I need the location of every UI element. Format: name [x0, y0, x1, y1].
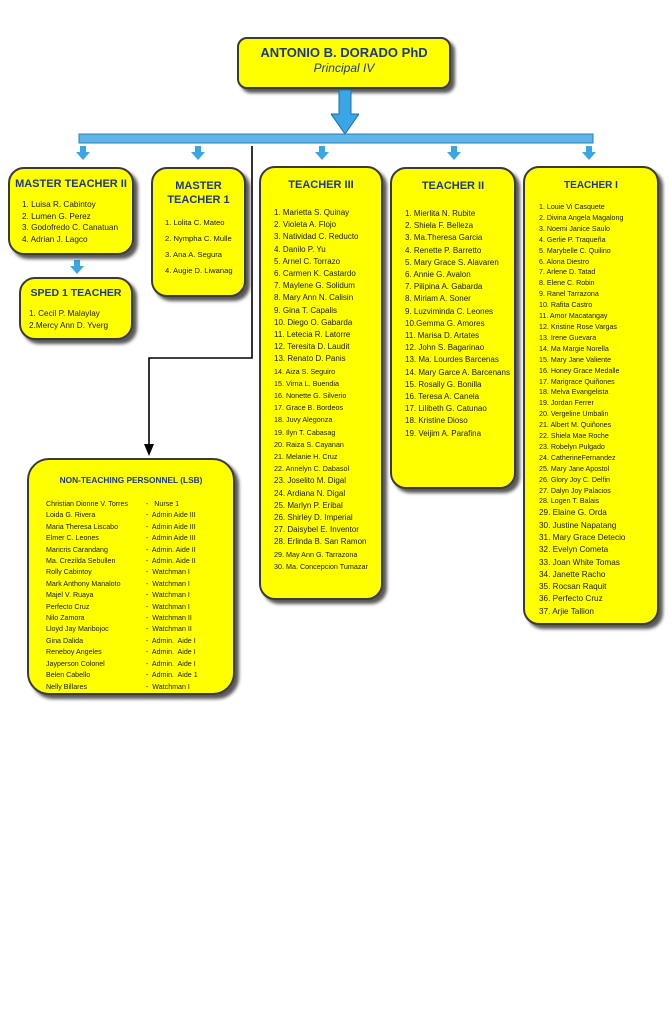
- principal-down-arrow-icon: [331, 90, 359, 134]
- list-item: 2.Mercy Ann D. Yverg: [29, 320, 109, 330]
- list-item: [46, 659, 233, 670]
- list-item: 13. Ma. Lourdes Barcenas: [405, 355, 499, 365]
- list-item: 20. Vergeline Umbalin: [539, 410, 609, 419]
- list-item: 11. Marisa D. Artates: [405, 331, 480, 341]
- teacher-3-title: TEACHER III: [288, 179, 354, 191]
- list-item: 17. Lilibeth G. Catunao: [405, 404, 487, 414]
- list-item: 4. Adrian J. Lagco: [22, 234, 88, 244]
- personnel-role: - Admin. Aide 1: [146, 671, 198, 680]
- list-item: 1. Marietta S. Quinay: [274, 208, 350, 217]
- personnel-name: Belen Cabello: [46, 671, 91, 680]
- list-item: 12. John S. Bagarinao: [405, 343, 485, 353]
- list-item: 10. Rafita Castro: [539, 301, 593, 310]
- list-item: 29. Elaine G. Orda: [539, 508, 607, 518]
- personnel-role: - Admin. Aide I: [146, 636, 196, 645]
- list-item: 18. Kristine Dioso: [405, 416, 468, 426]
- list-item: 28. Logen T. Balais: [539, 497, 600, 506]
- principal-box: [237, 37, 451, 89]
- non-teaching-box: [27, 458, 235, 695]
- list-item: 3. Ma.Theresa Garcia: [405, 233, 483, 243]
- list-item: 22. Annelyn C. Dabasol: [274, 464, 350, 474]
- list-item: 32. Evelyn Cometa: [539, 545, 609, 555]
- list-item: 2. Violeta A. Flojo: [274, 220, 337, 230]
- list-item: 19. Veijim A. Parafina: [405, 428, 482, 438]
- list-item: 7. Arlene D. Tatad: [539, 268, 596, 277]
- teacher-1-box: [523, 166, 659, 625]
- list-item: 36. Perfecto Cruz: [539, 594, 603, 604]
- personnel-name: Elmer C. Leones: [46, 534, 99, 543]
- down-arrow-icon: [582, 146, 596, 160]
- personnel-role: - Admin Aide III: [146, 534, 196, 543]
- down-arrow-icon: [70, 260, 84, 274]
- list-item: [46, 682, 233, 693]
- down-arrow-icon: [315, 146, 329, 160]
- list-item: 17. Marigrace Quiñones: [539, 377, 615, 386]
- personnel-role: - Admin. Aide I: [146, 648, 196, 657]
- list-item: 1. Lolita C. Mateo: [165, 218, 225, 227]
- list-item: 17. Grace B. Bordeos: [274, 403, 344, 413]
- list-item: [46, 522, 233, 533]
- list-item: 1. Mierlita N. Rubite: [405, 209, 476, 218]
- list-item: 4. Danilo P. Yu: [274, 244, 326, 254]
- personnel-role: - Watchman II: [146, 614, 192, 623]
- list-item: 21. Melanie H. Cruz: [274, 452, 338, 462]
- list-item: [46, 510, 233, 521]
- list-item: 22. Shiela Mae Roche: [539, 432, 609, 441]
- list-item: 11. Amor Macatangay: [539, 312, 608, 321]
- list-item: [46, 636, 233, 647]
- list-item: 26. Glory Joy C. Delfin: [539, 475, 610, 484]
- list-item: 11. Letecia R. Latorre: [274, 330, 351, 340]
- personnel-role: - Watchman I: [146, 682, 190, 691]
- principal-name: ANTONIO B. DORADO PhD: [260, 45, 428, 60]
- list-item: 25. Mary Jane Apostol: [539, 464, 610, 473]
- list-item: 13. Irene Guevara: [539, 333, 597, 342]
- sped-teacher-box: [19, 277, 133, 340]
- personnel-name: Ma. Crezilda Sebullen: [46, 557, 116, 566]
- list-item: 24. CatherineFernandez: [539, 453, 616, 462]
- personnel-role: - Watchman I: [146, 568, 190, 577]
- list-item: [46, 533, 233, 544]
- personnel-name: Maricris Carandang: [46, 545, 108, 554]
- list-item: 35. Rocsan Raquit: [539, 582, 607, 592]
- list-item: 30. Justine Napatang: [539, 520, 617, 530]
- list-item: [46, 590, 233, 601]
- list-item: [46, 499, 233, 510]
- personnel-name: Nilo Zamora: [46, 614, 85, 623]
- list-item: [46, 602, 233, 613]
- personnel-role: - Admin. Aide II: [146, 557, 196, 566]
- list-item: 2. Divina Angela Magalong: [539, 213, 624, 222]
- personnel-role: - Watchman I: [146, 591, 190, 600]
- list-item: 20. Raiza S. Cayanan: [274, 439, 344, 449]
- list-item: 19. Ilyn T. Cabasag: [274, 427, 336, 437]
- list-item: 12. Teresita D. Laudit: [274, 342, 350, 352]
- list-item: 8. Elene C. Robin: [539, 279, 595, 288]
- list-item: 9. Gina T. Capalis: [274, 305, 337, 315]
- list-item: 3. Ana A. Segura: [165, 250, 222, 259]
- list-item: 10.Gemma G. Amores: [405, 318, 485, 328]
- master-teacher-2-title: MASTER TEACHER II: [15, 178, 127, 190]
- list-item: 30. Ma. Concepcion Tumazar: [274, 561, 368, 571]
- list-item: 3. Noemi Janice Saulo: [539, 224, 610, 233]
- personnel-name: Perfecto Cruz: [46, 602, 90, 611]
- list-item: 2. Shiela F. Belleza: [405, 221, 474, 231]
- master-teacher-2-box: [8, 167, 134, 255]
- personnel-name: Majel V. Ruaya: [46, 591, 94, 600]
- list-item: 14. Ma Margie Norella: [539, 344, 609, 353]
- list-item: 27. Dalyn Joy Palacios: [539, 486, 611, 495]
- down-arrow-icon: [447, 146, 461, 160]
- personnel-role: - Watchman II: [146, 625, 192, 634]
- list-item: 18. Melva Evangelista: [539, 388, 609, 397]
- personnel-name: Gina Dalida: [46, 636, 84, 645]
- personnel-role: - Admin. Aide I: [146, 659, 196, 668]
- principal-title: Principal IV: [313, 61, 375, 75]
- list-item: 15. Virna L. Buendia: [274, 378, 340, 388]
- list-item: 33. Joan White Tomas: [539, 557, 620, 567]
- list-item: 4. Renette P. Barretto: [405, 245, 482, 255]
- personnel-name: Reneboy Angeles: [46, 648, 102, 657]
- personnel-name: Jayperson Colonel: [46, 659, 105, 668]
- list-item: [46, 670, 233, 681]
- list-item: 12. Kristine Rose Vargas: [539, 322, 617, 331]
- list-item: [46, 567, 233, 578]
- list-item: 3. Godofredo C. Canatuan: [22, 223, 119, 232]
- list-item: 4. Augie D. Liwanag: [165, 266, 233, 275]
- list-item: 7. Pilipina A. Gabarda: [405, 282, 483, 292]
- list-item: 16. Teresa A. Canela: [405, 392, 480, 402]
- list-item: 21. Albert M. Quiñones: [539, 421, 612, 430]
- list-item: 15. Mary Jane Valiente: [539, 355, 612, 364]
- personnel-role: - Admin Aide III: [146, 511, 196, 520]
- list-item: 5. Mary Grace S. Alavaren: [405, 257, 499, 267]
- list-item: 1. Luisa R. Cabintoy: [22, 200, 96, 209]
- teacher-2-box: [390, 167, 516, 489]
- list-item: [46, 579, 233, 590]
- list-item: 26. Shirley D. Imperial: [274, 513, 353, 523]
- list-item: [46, 613, 233, 624]
- list-item: 1. Louie Vi Casquete: [539, 203, 605, 211]
- personnel-name: Maria Theresa Liscabo: [46, 522, 119, 531]
- down-arrow-icon: [76, 146, 90, 160]
- list-item: 23. Joselito M. Digal: [274, 476, 347, 486]
- list-item: 5. Marybelle C. Quilino: [539, 246, 611, 255]
- list-item: 9. Luzviminda C. Leones: [405, 306, 494, 316]
- list-item: 3. Natividad C. Reducto: [274, 232, 359, 242]
- list-item: [46, 647, 233, 658]
- personnel-name: Nelly Billares: [46, 682, 87, 691]
- list-item: 2. Nympha C. Mulle: [165, 234, 232, 243]
- list-item: 25. Marlyn P. Eribal: [274, 500, 343, 510]
- list-item: 16. Honey Grace Medalle: [539, 366, 620, 375]
- list-item: 6. Annie G. Avalon: [405, 270, 471, 280]
- personnel-role: - Watchman I: [146, 602, 190, 611]
- list-item: [46, 556, 233, 567]
- master-teacher-1-box: [151, 167, 246, 297]
- list-item: 13. Renato D. Panis: [274, 354, 346, 364]
- list-item: 4. Gerlie P. Traqueña: [539, 235, 606, 244]
- list-item: 23. Robelyn Pulgado: [539, 442, 605, 451]
- list-item: 19. Jordan Ferrer: [539, 399, 594, 408]
- list-item: 10. Diego O. Gabarda: [274, 317, 353, 327]
- list-item: 29. May Ann G. Tarrazona: [274, 549, 358, 559]
- list-item: 28. Erlinda B. San Ramon: [274, 537, 367, 547]
- list-item: 6. Alona Diestro: [539, 257, 590, 266]
- list-item: 5. Arnel C. Torrazo: [274, 256, 341, 266]
- teacher-1-title: TEACHER I: [564, 180, 618, 191]
- list-item: 1. Cecil P. Malaylay: [29, 309, 100, 318]
- personnel-role: - Nurse 1: [146, 500, 180, 508]
- master-teacher-1-title: MASTER TEACHER 1: [167, 180, 230, 206]
- list-item: 14. Mary Garce A. Barcenans: [405, 367, 510, 377]
- list-item: 8. Miriam A. Soner: [405, 294, 471, 304]
- list-item: 37. Arjie Tallion: [539, 606, 594, 616]
- non-teaching-title: NON-TEACHING PERSONNEL (LSB): [59, 475, 203, 485]
- list-item: 31. Mary Grace Detecio: [539, 532, 626, 542]
- teacher-3-box: [259, 166, 383, 600]
- list-item: 18. Juvy Alegonza: [274, 415, 333, 425]
- list-item: 16. Nonette G. Silverio: [274, 391, 347, 401]
- personnel-name: Lloyd Jay Maribojoc: [46, 625, 109, 634]
- list-item: 7. Maylene G. Solidum: [274, 281, 355, 291]
- personnel-name: Loida G. Rivera: [46, 511, 96, 520]
- personnel-role: - Admin. Aide II: [146, 545, 196, 554]
- list-item: [46, 545, 233, 556]
- list-item: 34. Janette Racho: [539, 569, 606, 579]
- distribution-bar: [78, 133, 594, 147]
- personnel-role: - Watchman I: [146, 579, 190, 588]
- list-item: 24. Ardiana N. Digal: [274, 488, 346, 498]
- personnel-name: Rolly Cabintoy: [46, 568, 92, 577]
- list-item: 8. Mary Ann N. Calisin: [274, 293, 354, 303]
- list-item: [46, 624, 233, 635]
- personnel-name: Mark Anthony Manaloto: [46, 579, 121, 588]
- teacher-2-title: TEACHER II: [421, 180, 485, 192]
- list-item: 27. Daisybel E. Inventor: [274, 525, 359, 535]
- personnel-name: Christian Dionne V. Torres: [46, 500, 129, 508]
- personnel-role: - Admin Aide III: [146, 522, 196, 531]
- list-item: 9. Ranel Tarrazona: [539, 290, 599, 299]
- list-item: 6. Carmen K. Castardo: [274, 269, 356, 279]
- sped-teacher-title: SPED 1 TEACHER: [30, 287, 122, 299]
- list-item: 14. Aiza S. Seguiro: [274, 366, 336, 376]
- list-item: 15. Rosally G. Bonilla: [405, 379, 482, 389]
- list-item: 2. Lumen G. Perez: [22, 211, 91, 221]
